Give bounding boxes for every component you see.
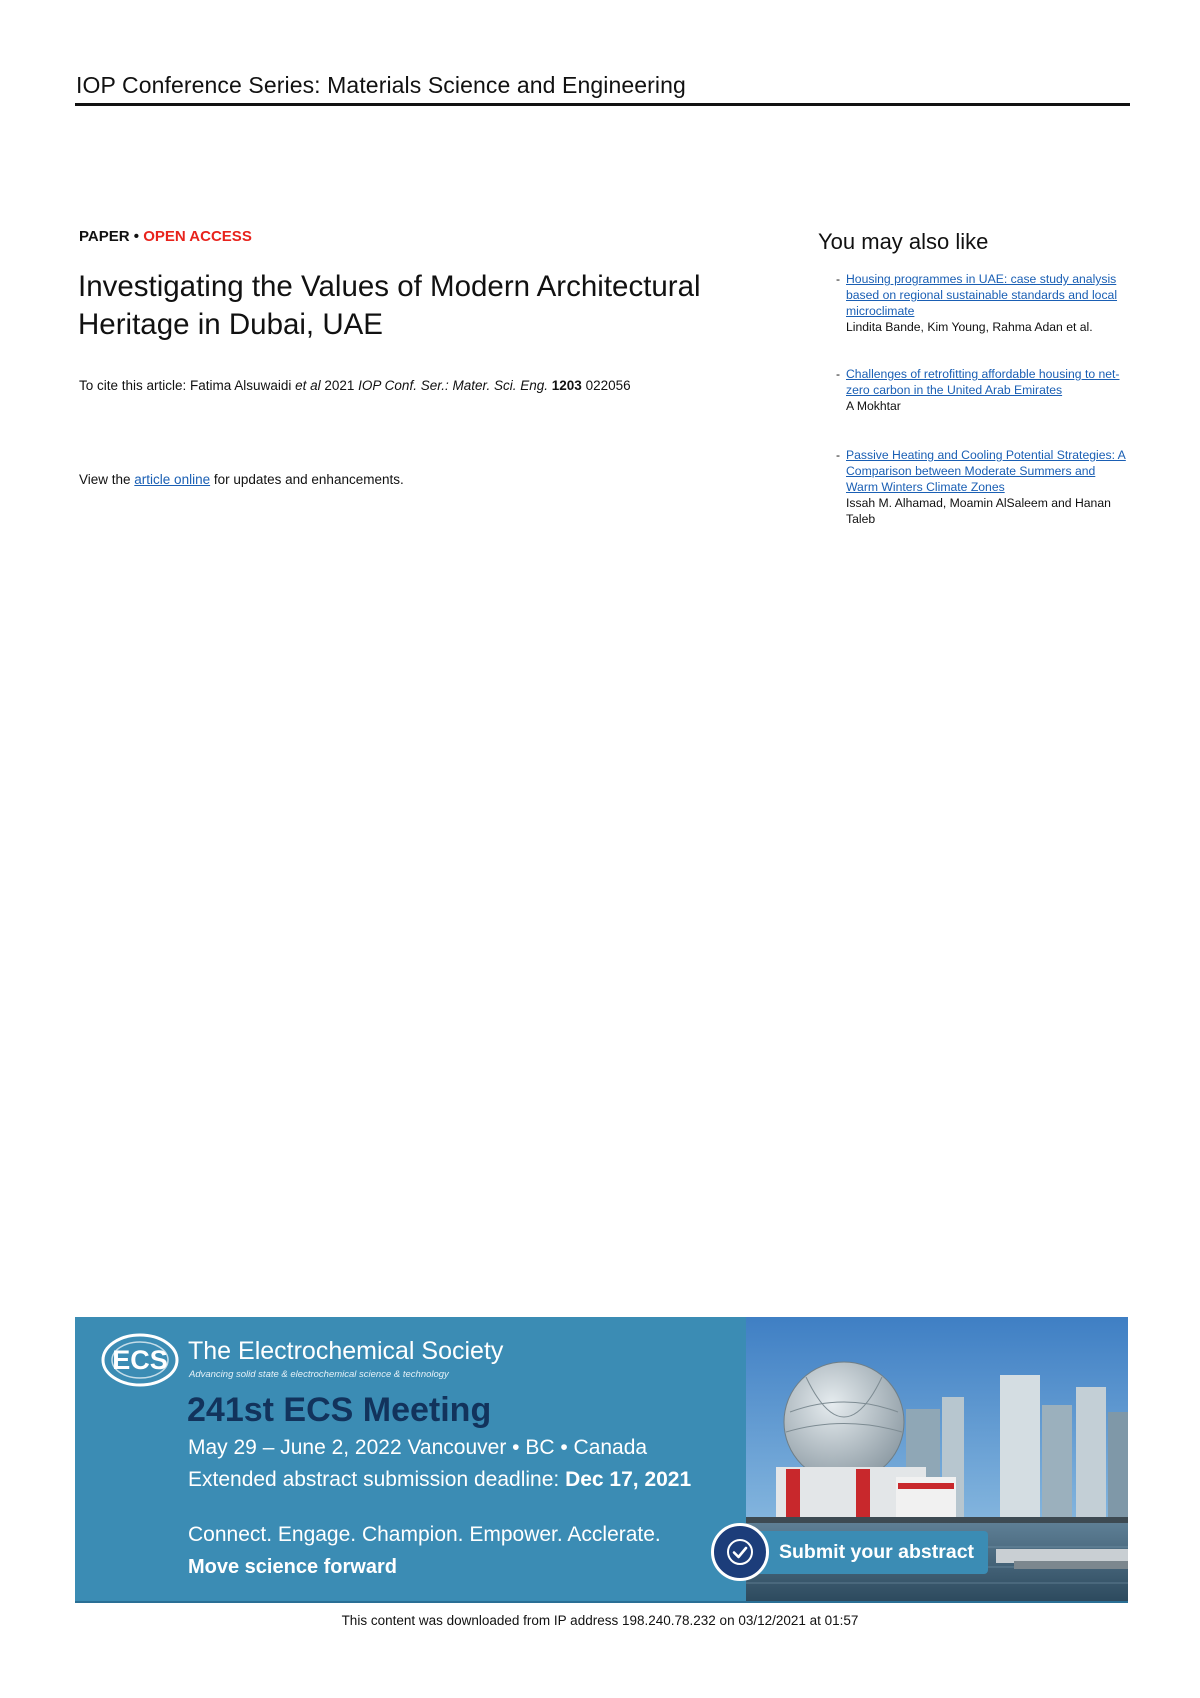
ecs-org-name: The Electrochemical Society [188, 1337, 504, 1365]
related-authors: A Mokhtar [846, 399, 901, 413]
banner-bottom-rule [75, 1601, 1128, 1603]
submit-abstract-label: Submit your abstract [753, 1531, 988, 1574]
related-dash: - [836, 367, 841, 381]
ecs-banner[interactable] [75, 1317, 1128, 1601]
related-heading: You may also like [818, 229, 989, 254]
related-link[interactable]: Housing programmes in UAE: case study analysis based on regional sustainable standards and local microclimate [846, 272, 1118, 318]
meeting-title: 241st ECS Meeting [187, 1391, 492, 1429]
citation-journal: IOP Conf. Ser.: Mater. Sci. Eng. [358, 378, 548, 393]
journal-title: IOP Conference Series: Materials Science and Engineering [76, 72, 686, 98]
related-link[interactable]: Challenges of retrofitting affordable housing to net-zero carbon in the United Arab Emirates [846, 367, 1120, 397]
related-item [836, 271, 1126, 335]
deadline-label: Extended abstract submission deadline: [188, 1468, 566, 1491]
ecs-logo-text: ECS [112, 1345, 168, 1375]
article-title [78, 268, 798, 344]
related-item [836, 366, 1126, 414]
ecs-logo [101, 1333, 179, 1387]
open-access-label: OPEN ACCESS [143, 228, 252, 245]
view-online-note [79, 472, 404, 487]
citation-year: 2021 [320, 378, 359, 393]
kicker-separator: • [133, 228, 140, 245]
related-dash: - [836, 272, 841, 286]
article-type: PAPER [79, 228, 130, 245]
related-dash: - [836, 448, 841, 462]
banner-forward: Move science forward [188, 1556, 397, 1578]
related-authors: Lindita Bande, Kim Young, Rahma Adan et al. [846, 320, 1093, 334]
checkmark-icon [711, 1523, 769, 1581]
article-title-line-2: Heritage in Dubai, UAE [78, 308, 383, 341]
view-prefix: View the [79, 472, 135, 487]
citation-volume: 1203 [551, 378, 582, 393]
header-divider [75, 103, 1130, 106]
article-online-link[interactable]: article online [134, 472, 211, 487]
banner-slogan: Connect. Engage. Champion. Empower. Acclerate. [188, 1523, 661, 1546]
related-link[interactable]: Passive Heating and Cooling Potential Strategies: A Comparison between Moderate Summers and Warm Winters Climate Zones [846, 448, 1126, 494]
citation-prefix: To cite this article: Fatima Alsuwaidi [79, 378, 296, 393]
citation-article-number: 022056 [581, 378, 631, 393]
view-suffix: for updates and enhancements. [210, 472, 404, 487]
ecs-tagline: Advancing solid state & electrochemical science & technology [189, 1369, 449, 1380]
citation [79, 378, 631, 393]
related-item [836, 447, 1126, 527]
meeting-dates-location: May 29 – June 2, 2022 Vancouver • BC • Canada [188, 1436, 648, 1459]
citation-etal: et al [295, 378, 321, 393]
deadline-date: Dec 17, 2021 [565, 1468, 692, 1491]
article-kicker [79, 228, 252, 245]
abstract-deadline [188, 1468, 691, 1492]
download-footer: This content was downloaded from IP address 198.240.78.232 on 03/12/2021 at 01:57 [341, 1613, 859, 1628]
article-title-line-1: Investigating the Values of Modern Architectural [78, 270, 701, 303]
submit-abstract-button[interactable] [711, 1527, 988, 1577]
related-authors: Issah M. Alhamad, Moamin AlSaleem and Hanan Taleb [846, 496, 1111, 526]
